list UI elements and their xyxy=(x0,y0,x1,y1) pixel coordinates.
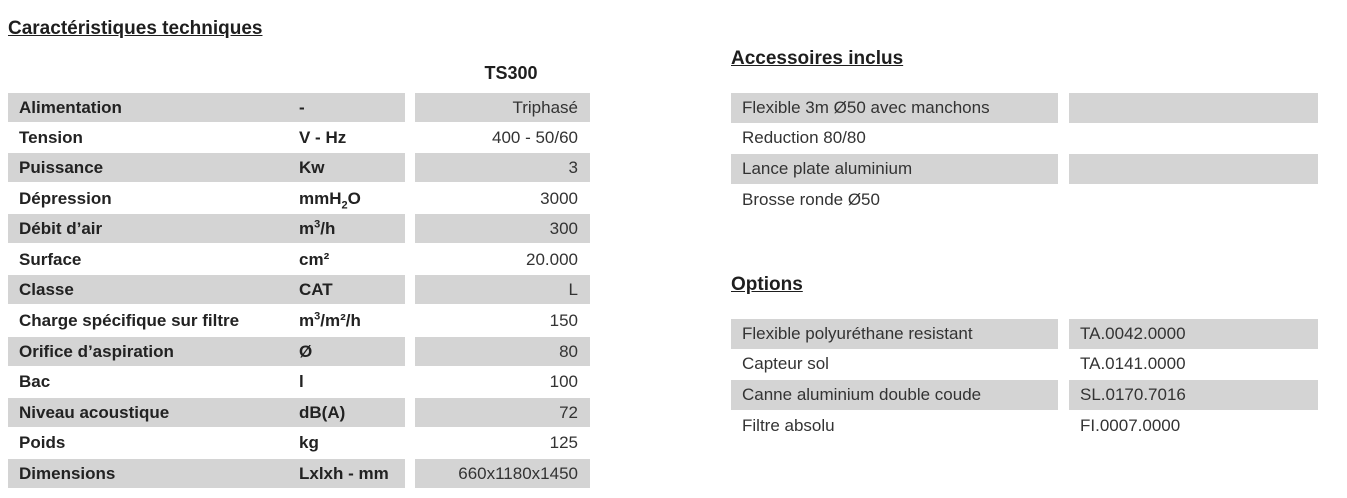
spec-value: 150 xyxy=(549,311,578,330)
spec-value: 300 xyxy=(415,214,590,243)
spec-unit: CAT xyxy=(299,280,333,299)
accessory-name: Brosse ronde Ø50 xyxy=(742,190,880,209)
spec-value: 20.000 xyxy=(526,250,578,269)
spec-unit-subscript: 2 xyxy=(341,199,348,212)
spec-unit: cm² xyxy=(299,250,330,269)
option-reference: TA.0141.0000 xyxy=(1080,354,1186,373)
spec-row xyxy=(8,306,590,335)
spec-row xyxy=(8,123,590,152)
spec-unit-main: m xyxy=(299,311,315,330)
technical-characteristics-title: Caractéristiques techniques xyxy=(8,18,263,39)
spec-unit: dB(A) xyxy=(299,403,346,422)
options-title: Options xyxy=(731,274,803,295)
accessory-row xyxy=(731,123,1318,153)
spec-label: Classe xyxy=(8,275,405,304)
spec-unit-main: mmH xyxy=(299,189,342,208)
spec-row xyxy=(8,214,590,243)
spec-unit: - xyxy=(299,98,305,117)
spec-unit xyxy=(299,306,361,335)
spec-label: Alimentation xyxy=(8,93,405,122)
spec-unit: Lxlxh - mm xyxy=(299,464,389,483)
spec-unit-superscript: 3 xyxy=(314,310,321,323)
spec-label: Orifice d’aspiration xyxy=(8,337,405,366)
accessory-ref xyxy=(1069,93,1318,123)
spec-label: Poids xyxy=(19,433,66,452)
spec-unit xyxy=(299,184,361,213)
spec-value: 400 - 50/60 xyxy=(491,128,578,147)
spec-row xyxy=(8,153,590,182)
spec-label: Tension xyxy=(19,128,83,147)
accessories-included-title: Accessoires inclus xyxy=(731,48,904,69)
spec-unit: kg xyxy=(299,433,319,452)
option-row xyxy=(731,380,1318,410)
model-column-header: TS300 xyxy=(484,63,538,83)
spec-label: Surface xyxy=(19,250,82,269)
spec-row xyxy=(8,93,590,122)
option-name: Filtre absolu xyxy=(742,416,835,435)
accessory-name: Reduction 80/80 xyxy=(742,128,866,147)
spec-value: L xyxy=(415,275,590,304)
accessory-ref xyxy=(1069,154,1318,184)
option-row xyxy=(731,319,1318,349)
spec-row xyxy=(8,398,590,427)
spec-unit: V - Hz xyxy=(299,128,347,147)
spec-row xyxy=(8,459,590,488)
spec-value: 72 xyxy=(415,398,590,427)
spec-label: Dépression xyxy=(19,189,112,208)
spec-unit-tail: O xyxy=(347,189,361,208)
option-reference: TA.0042.0000 xyxy=(1069,319,1318,349)
spec-label: Niveau acoustique xyxy=(8,398,405,427)
accessory-row xyxy=(731,154,1318,184)
spec-value: Triphasé xyxy=(415,93,590,122)
spec-row xyxy=(8,428,590,457)
spec-label: Dimensions xyxy=(8,459,405,488)
spec-value: 100 xyxy=(549,372,578,391)
option-reference: FI.0007.0000 xyxy=(1080,416,1181,435)
option-row xyxy=(731,349,1318,379)
spec-row xyxy=(8,184,590,213)
accessory-row xyxy=(731,185,1318,215)
spec-value: 80 xyxy=(415,337,590,366)
spec-row xyxy=(8,275,590,304)
accessory-row xyxy=(731,93,1318,123)
spec-unit-main: m xyxy=(299,219,315,238)
option-row xyxy=(731,411,1318,441)
spec-label: Bac xyxy=(19,372,51,391)
spec-value: 660x1180x1450 xyxy=(415,459,590,488)
spec-row xyxy=(8,367,590,396)
spec-label: Charge spécifique sur filtre xyxy=(19,311,240,330)
spec-value: 3000 xyxy=(540,189,578,208)
spec-row xyxy=(8,245,590,274)
spec-unit-tail: /m²/h xyxy=(320,311,361,330)
option-reference: SL.0170.7016 xyxy=(1069,380,1318,410)
spec-unit: Kw xyxy=(299,158,325,177)
spec-label: Puissance xyxy=(8,153,405,182)
spec-unit: l xyxy=(299,372,304,391)
spec-row xyxy=(8,337,590,366)
spec-unit-superscript: 3 xyxy=(314,218,321,231)
spec-value: 3 xyxy=(415,153,590,182)
spec-unit xyxy=(299,214,335,243)
accessory-name: Lance plate aluminium xyxy=(731,154,1058,184)
option-name: Flexible polyuréthane resistant xyxy=(731,319,1058,349)
accessory-name: Flexible 3m Ø50 avec manchons xyxy=(731,93,1058,123)
option-name: Canne aluminium double coude xyxy=(731,380,1058,410)
accessory-ref xyxy=(1069,123,1318,153)
spec-unit-tail: /h xyxy=(320,219,336,238)
accessory-ref xyxy=(1069,185,1318,215)
option-name: Capteur sol xyxy=(742,354,829,373)
spec-label: Débit d’air xyxy=(8,214,405,243)
spec-unit: Ø xyxy=(299,342,313,361)
spec-value: 125 xyxy=(549,433,578,452)
